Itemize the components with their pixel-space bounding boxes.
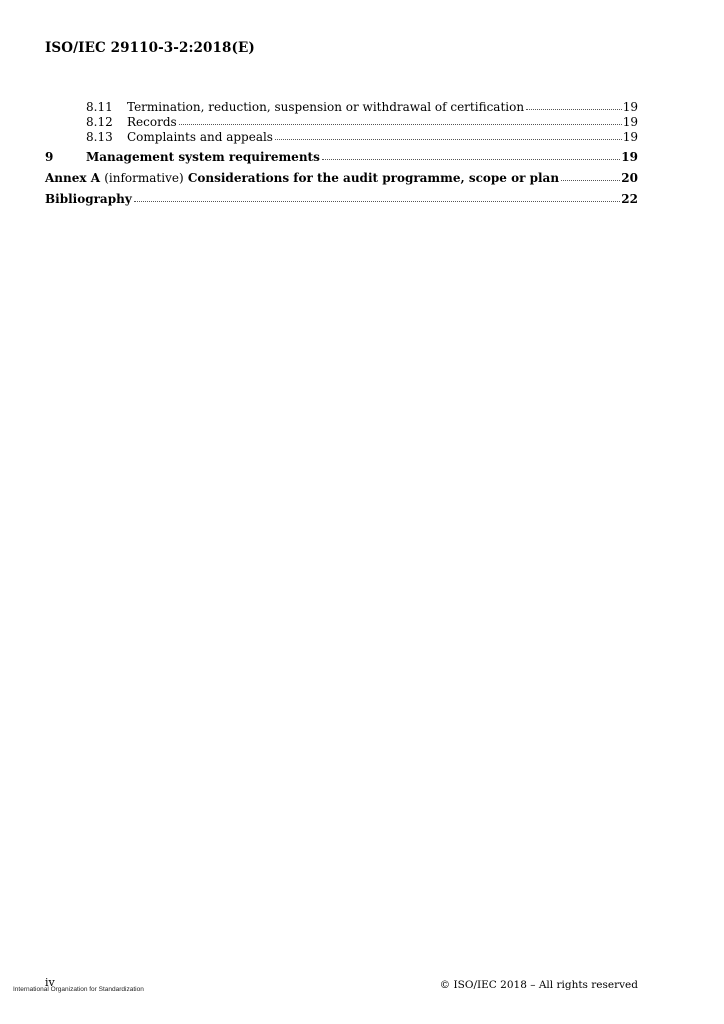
toc-number: 8.11 bbox=[86, 100, 113, 114]
toc-number: 8.13 bbox=[86, 130, 113, 144]
dot-leader bbox=[179, 124, 622, 125]
footer-organization: International Organization for Standardization bbox=[13, 986, 144, 993]
toc-page: 19 bbox=[622, 130, 638, 144]
dot-leader bbox=[322, 159, 620, 160]
dot-leader bbox=[561, 180, 620, 181]
toc-page: 22 bbox=[621, 192, 638, 206]
dot-leader bbox=[134, 201, 621, 202]
toc-title: Management system requirements bbox=[86, 150, 320, 164]
toc-title: Records bbox=[127, 115, 177, 129]
toc-page: 19 bbox=[621, 150, 638, 164]
toc-title: Bibliography bbox=[45, 192, 132, 206]
toc-number: 8.12 bbox=[86, 115, 113, 129]
footer-copyright: © ISO/IEC 2018 – All rights reserved bbox=[439, 979, 638, 991]
toc-page: 19 bbox=[622, 100, 638, 114]
toc-entry-8-12[interactable] bbox=[45, 115, 638, 130]
toc-entry-8-11[interactable] bbox=[45, 100, 638, 115]
toc-title-group bbox=[45, 168, 559, 189]
toc-entry-8-13[interactable] bbox=[45, 130, 638, 145]
dot-leader bbox=[526, 109, 622, 110]
toc-entry-bibliography[interactable] bbox=[45, 189, 638, 210]
toc-page: 19 bbox=[622, 115, 638, 129]
toc-qualifier: (informative) bbox=[104, 171, 184, 185]
toc-entry-annex-a[interactable] bbox=[45, 168, 638, 189]
toc-title: Termination, reduction, suspension or withdrawal of certification bbox=[127, 100, 525, 114]
toc-title: Considerations for the audit programme, scope or plan bbox=[187, 171, 560, 185]
toc-title: Complaints and appeals bbox=[127, 130, 273, 144]
toc-entry-9[interactable] bbox=[45, 147, 638, 168]
toc-number: 9 bbox=[45, 150, 54, 164]
dot-leader bbox=[275, 139, 622, 140]
toc-number: Annex A bbox=[45, 171, 101, 185]
table-of-contents bbox=[45, 100, 638, 210]
toc-page: 20 bbox=[621, 171, 638, 185]
document-header: ISO/IEC 29110-3-2:2018(E) bbox=[45, 40, 255, 56]
footer-page-number: iv bbox=[45, 976, 55, 989]
